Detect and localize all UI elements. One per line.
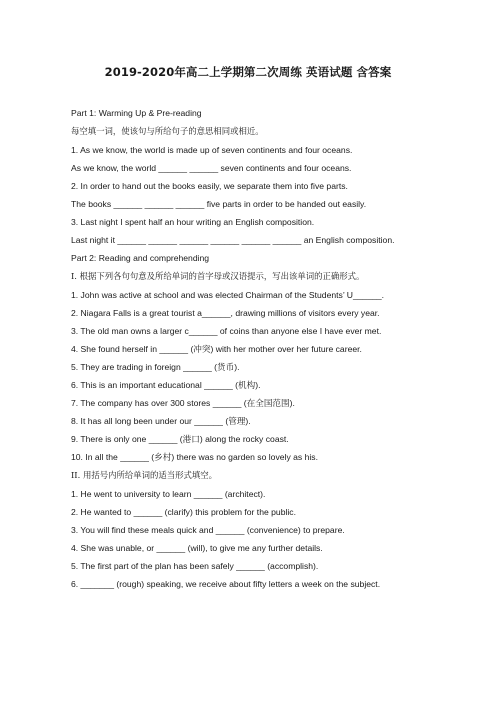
question-line: 5. The first part of the plan has been safely ______ (accomplish). <box>71 561 319 571</box>
question-line: The books ______ ______ ______ five parts in order to be handed out easily. <box>71 199 367 209</box>
question-line: 5. They are trading in foreign ______ (货币). <box>71 362 240 372</box>
question-line: 9. There is only one ______ (港口) along the rocky coast. <box>71 434 289 444</box>
question-line: 6. _______ (rough) speaking, we receive about fifty letters a week on the subject. <box>71 579 381 589</box>
question-line: 4. She was unable, or ______ (will), to give me any further details. <box>71 543 323 553</box>
question-line: 10. In all the ______ (乡村) there was no garden so lovely as his. <box>71 452 318 462</box>
question-line: 3. You will find these meals quick and ______ (convenience) to prepare. <box>71 525 345 535</box>
instruction-text: II. 用括号内所给单词的适当形式填空。 <box>71 470 217 480</box>
instruction-text: I. 根据下列各句句意及所给单词的首字母或汉语提示，写出该单词的正确形式。 <box>71 271 365 281</box>
question-line: 2. He wanted to ______ (clarify) this problem for the public. <box>71 507 296 517</box>
section-heading-part1: Part 1: Warming Up & Pre-reading <box>71 108 202 118</box>
question-line: 3. The old man owns a larger c______ of coins than anyone else I have ever met. <box>71 326 382 336</box>
question-line: 8. It has all long been under our ______ (管理). <box>71 416 251 426</box>
instruction-text: 每空填一词，使该句与所给句子的意思相同或相近。 <box>71 126 264 136</box>
question-line: 4. She found herself in ______ (冲突) with her mother over her future career. <box>71 344 362 354</box>
question-line: 2. Niagara Falls is a great tourist a______, drawing millions of visitors every year. <box>71 308 380 318</box>
question-line: 1. John was active at school and was elected Chairman of the Students’ U______. <box>71 290 385 300</box>
question-line: As we know, the world ______ ______ seven continents and four oceans. <box>71 163 352 173</box>
question-line: 2. In order to hand out the books easily, we separate them into five parts. <box>71 181 348 191</box>
question-line: 6. This is an important educational ______ (机构). <box>71 380 261 390</box>
question-line: 1. He went to university to learn ______ (architect). <box>71 489 266 499</box>
page-title: 2019-2020年高二上学期第二次周练 英语试题 含答案 <box>104 65 392 79</box>
section-heading-part2: Part 2: Reading and comprehending <box>71 253 210 263</box>
question-line: 7. The company has over 300 stores ______ (在全国范围). <box>71 398 295 408</box>
question-line: 3. Last night I spent half an hour writing an English composition. <box>71 217 315 227</box>
question-line: Last night it ______ ______ ______ ______ ______ ______ an English composition. <box>71 235 395 245</box>
question-line: 1. As we know, the world is made up of seven continents and four oceans. <box>71 145 353 155</box>
